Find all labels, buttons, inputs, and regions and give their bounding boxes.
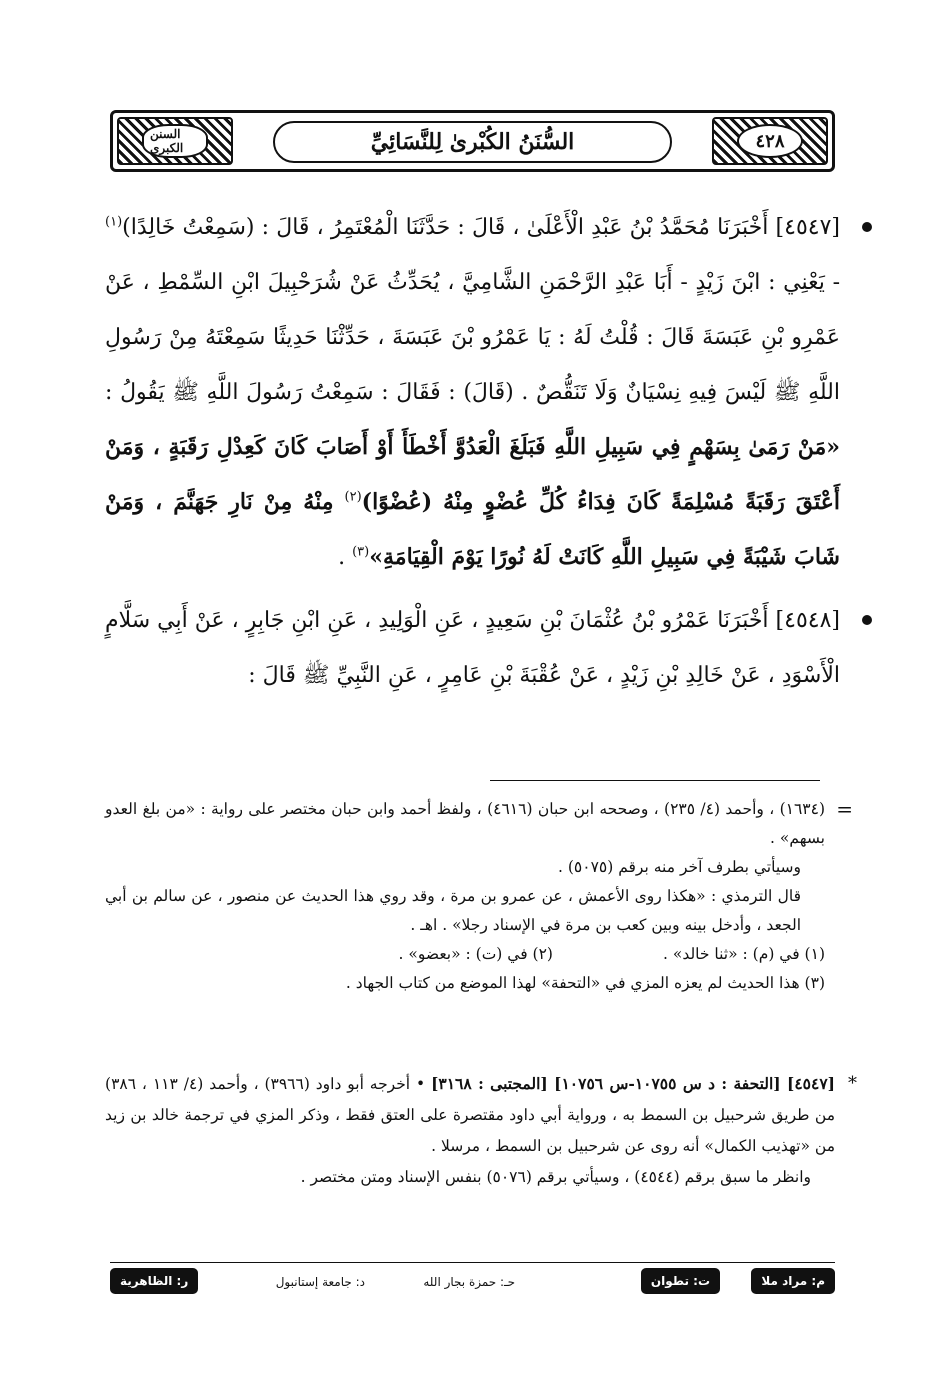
footer-separator: [110, 1262, 835, 1263]
page-header: [110, 110, 835, 172]
continuation-marker: =: [836, 797, 853, 821]
footnote-2: (٢) في (ت) : «بعضو» .: [398, 945, 553, 963]
book-emblem: السنن الكبرى: [142, 124, 208, 158]
footnote-continuation-2: وسيأتي بطرف آخر منه برقم (٥٠٧٥) .: [558, 858, 801, 876]
siglum-t: ت: تطوان: [641, 1268, 720, 1294]
main-text: [105, 200, 840, 703]
takhrij-section: [105, 1068, 857, 1193]
bullet-icon: [862, 615, 872, 625]
footnote-row: [105, 940, 825, 969]
siglum-m: م: مراد ملا: [751, 1268, 835, 1294]
footnote-ref-1[interactable]: (١): [105, 214, 123, 230]
hadith-text: [٤٥٤٨] أَخْبَرَنَا عَمْرُو بْنُ عُثْمَانَ بْنِ سَعِيدٍ ، عَنِ الْوَلِيدِ ، عَنِ ابْنِ جَابِرٍ ، عَنْ أَبِي سَلَّامٍ الْأَسْوَدِ ، عَنْ خَالِدِ بْنِ زَيْدٍ ، عَنْ عُقْبَةَ بْنِ عَامِرٍ ، عَنِ النَّبِيِّ ﷺ قَالَ :: [105, 608, 840, 688]
footnote-1: (١) في (م) : «ثنا خالد» .: [662, 945, 825, 963]
footnote-separator: [490, 780, 820, 781]
hadith-4547: [105, 200, 840, 585]
hadith-matn-b: مِنْهُ مِنْ نَارِ جَهَنَّمَ ، وَمَنْ شَابَ شَيْبَةً فِي سَبِيلِ اللَّهِ كَانَتْ لَهُ نُورًا يَوْمَ الْقِيَامَةِ»: [105, 489, 840, 570]
siglum-r: ر: الظاهرية: [110, 1268, 198, 1294]
footnote-ref-2[interactable]: (٢): [344, 489, 362, 505]
takhrij-head: [٤٥٤٧] [التحفة : د س ١٠٧٥٥-س ١٠٧٥٦] [المجتبى : ٣١٦٨]: [431, 1074, 835, 1093]
page-number-ornament: [712, 117, 828, 165]
takhrij-body: [105, 1068, 835, 1162]
footnote-3: (٣) هذا الحديث لم يعزه المزي في «التحفة» لهذا الموضع من كتاب الجهاد .: [345, 974, 825, 992]
hadith-text-a: [٤٥٤٧] أَخْبَرَنَا مُحَمَّدُ بْنُ عَبْدِ الْأَعْلَىٰ ، قَالَ : حَدَّثَنَا الْمُعْتَمِرُ ، قَالَ : (سَمِعْتُ خَالِدًا): [122, 215, 840, 240]
book-emblem-ornament: [117, 117, 233, 165]
takhrij-dot: •: [416, 1075, 426, 1093]
manuscript-sigla: [110, 1268, 835, 1298]
hadith-end: .: [338, 545, 353, 570]
hadith-matn-a: «مَنْ رَمَىٰ بِسَهْمٍ فِي سَبِيلِ اللَّهِ فَبَلَغَ الْعَدُوَّ أَخْطَأَ أَوْ أَصَابَ كَانَ كَعِدْلِ رَقَبَةٍ ، وَمَنْ أَعْتَقَ رَقَبَةً مُسْلِمَةً كَانَ فِدَاءُ كُلِّ عُضْوٍ مِنْهُ (عُضْوًا): [105, 434, 841, 515]
siglum-d: د: جامعة إستانبول: [275, 1275, 365, 1289]
takhrij-see-also: وانظر ما سبق برقم (٤٥٤٤) ، وسيأتي برقم (٥٠٧٦) بنفس الإسناد ومتن مختصر .: [300, 1168, 811, 1186]
footnote-continuation-1: (١٦٣٤) ، وأحمد (٤/ ٢٣٥) ، وصححه ابن حبان (٤٦١٦) ، ولفظ أحمد وابن حبان مختصر على رواية : «من بلغ العدو بسهم» .: [105, 800, 825, 847]
footnote-continuation-3: قال الترمذي : «هكذا روى الأعمش ، عن عمرو بن مرة ، وقد روي هذا الحديث عن منصور ، عن سالم بن أبي الجعد ، وأدخل بينه وبين كعب بن مرة في الإسناد رجلا» . اهـ .: [105, 887, 801, 934]
footnotes: [105, 795, 853, 998]
footnote-ref-3[interactable]: (٣): [352, 544, 370, 560]
siglum-h: حـ: حمزة بجار الله: [423, 1275, 515, 1289]
hadith-4548: [105, 593, 840, 703]
page-number: ٤٢٨: [737, 124, 803, 158]
takhrij-text: أخرجه أبو داود (٣٩٦٦) ، وأحمد (٤/ ١١٣ ، ٣٨٦) من طريق شرحبيل بن السمط به ، ورواية أبي داود مقتصرة على العتق فقط ، وذكر المزي في ترجمة خالد بن زيد من «تهذيب الكمال» أنه روى عن شرحبيل بن السمط ، مرسلا .: [105, 1075, 835, 1155]
star-icon: *: [848, 1073, 857, 1094]
bullet-icon: [862, 222, 872, 232]
book-title: السُّنَنُ الكُبْرىٰ لِلنَّسَائِيِّ: [273, 121, 672, 163]
hadith-text-b: - يَعْنِي : ابْنَ زَيْدٍ - أَبَا عَبْدِ الرَّحْمَنِ الشَّامِيَّ ، يُحَدِّثُ عَنْ شُرَحْبِيلَ ابْنِ السِّمْطِ ، عَنْ عَمْرِو بْنِ عَبَسَةَ قَالَ : قُلْتُ لَهُ : يَا عَمْرُو بْنَ عَبَسَةَ ، حَدِّثْنَا حَدِيثًا سَمِعْتَهُ مِنْ رَسُولِ اللَّهِ ﷺ لَيْسَ فِيهِ نِسْيَانٌ وَلَا تَنَقُّصٌ . (قَالَ) : فَقَالَ : سَمِعْتُ رَسُولَ اللَّهِ ﷺ يَقُولُ :: [105, 270, 840, 405]
